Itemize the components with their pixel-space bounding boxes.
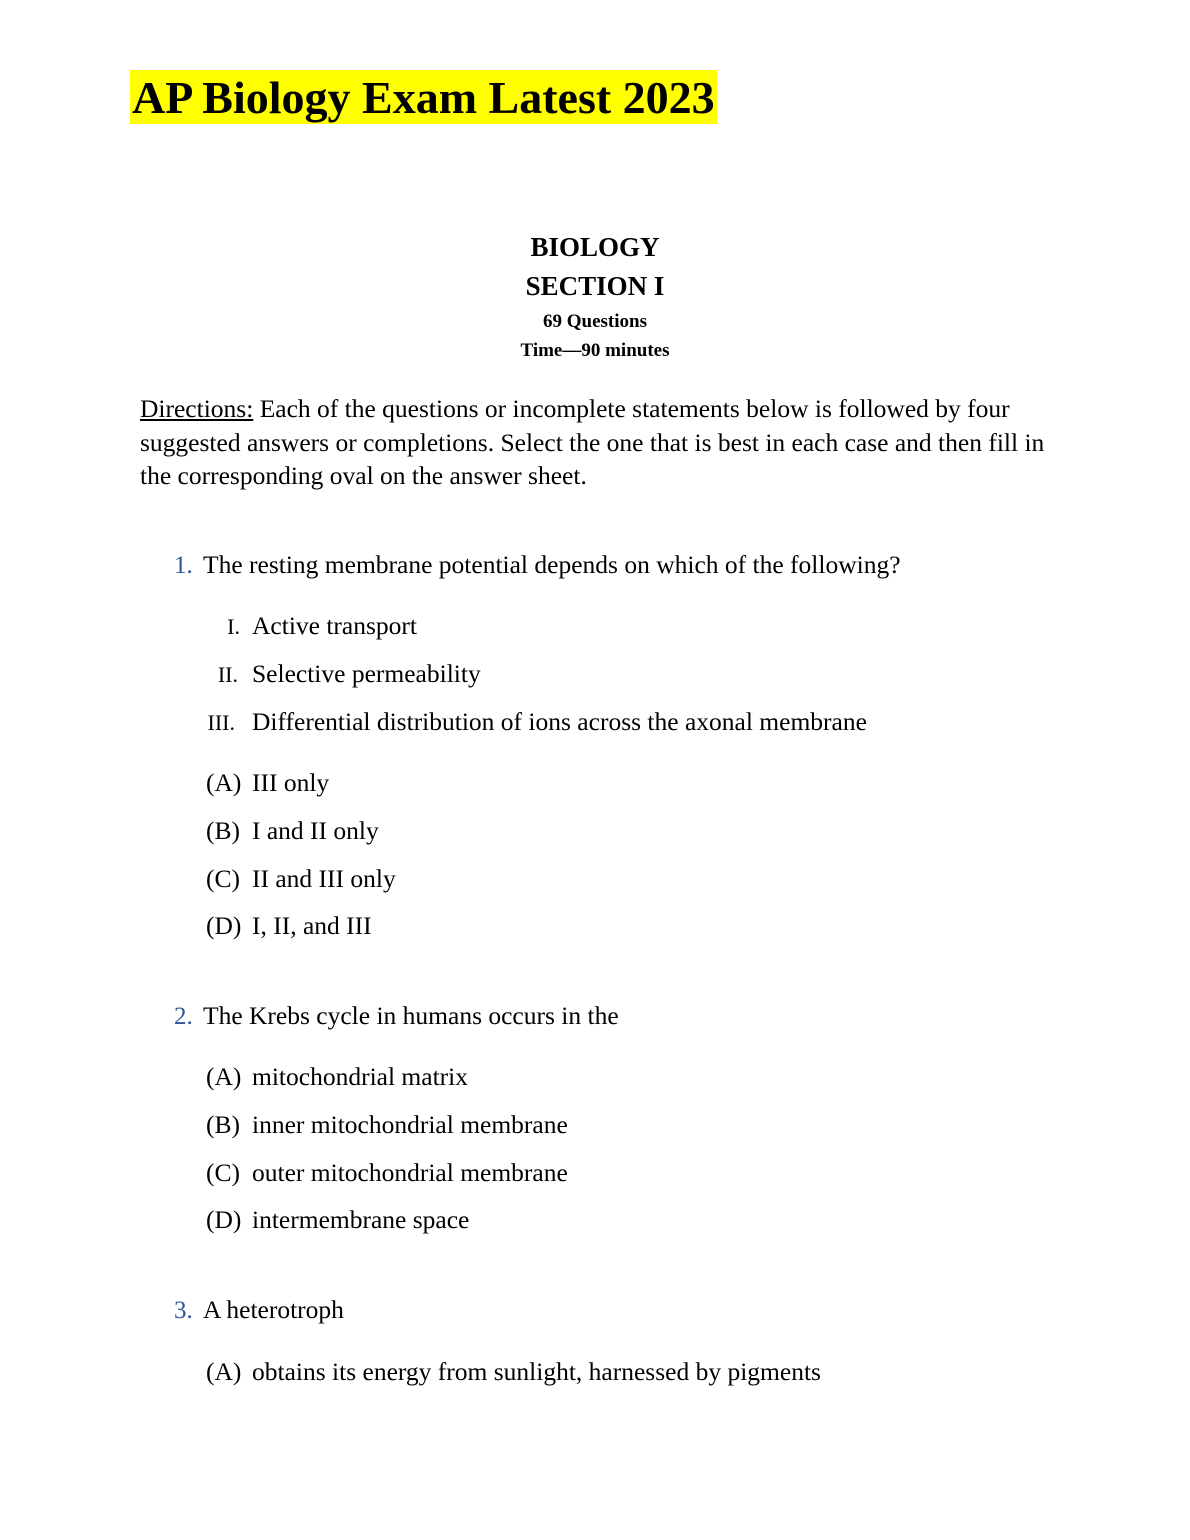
directions-text: Each of the questions or incomplete statements below is followed by four suggested answers or completions. Select the one that is best in each case and then fill in the corresponding oval on the answer sheet. bbox=[140, 394, 1045, 490]
question-text: The Krebs cycle in humans occurs in the bbox=[203, 1001, 619, 1030]
section-heading: SECTION I bbox=[525, 271, 665, 301]
option-text: outer mitochondrial membrane bbox=[252, 1158, 568, 1187]
option-text: intermembrane space bbox=[252, 1205, 470, 1234]
statement-text: Selective permeability bbox=[252, 659, 481, 688]
statement-text: Differential distribution of ions across the axonal membrane bbox=[252, 707, 867, 736]
question-number: 1. bbox=[174, 552, 193, 579]
option-text: obtains its energy from sunlight, harnessed by pigments bbox=[252, 1357, 821, 1386]
option-letter: (D) bbox=[206, 911, 242, 940]
option-letter: (A) bbox=[206, 1357, 242, 1386]
statement-numeral: II. bbox=[217, 662, 238, 687]
option-text: inner mitochondrial membrane bbox=[252, 1110, 568, 1139]
statement-text: Active transport bbox=[252, 611, 417, 640]
option-text: I, II, and III bbox=[252, 911, 372, 940]
option-text: mitochondrial matrix bbox=[252, 1062, 468, 1091]
question-number: 2. bbox=[174, 1003, 193, 1030]
document-title: AP Biology Exam Latest 2023 bbox=[132, 72, 715, 123]
directions-label: Directions: bbox=[140, 394, 254, 423]
question-text: A heterotroph bbox=[203, 1295, 344, 1324]
time-limit: Time—90 minutes bbox=[520, 340, 670, 361]
option-letter: (B) bbox=[206, 816, 240, 845]
option-text: III only bbox=[252, 768, 330, 797]
option-letter: (C) bbox=[206, 864, 240, 893]
option-text: I and II only bbox=[252, 816, 379, 845]
statement-numeral: III. bbox=[207, 710, 235, 735]
subject-heading: BIOLOGY bbox=[530, 232, 660, 262]
option-letter: (C) bbox=[206, 1158, 240, 1187]
option-text: II and III only bbox=[252, 864, 396, 893]
option-letter: (D) bbox=[206, 1205, 242, 1234]
directions-paragraph bbox=[140, 392, 1050, 493]
question-text: The resting membrane potential depends on which of the following? bbox=[203, 550, 901, 579]
question-count: 69 Questions bbox=[543, 311, 647, 332]
option-letter: (B) bbox=[206, 1110, 240, 1139]
question-number: 3. bbox=[174, 1297, 193, 1324]
option-letter: (A) bbox=[206, 768, 242, 797]
statement-numeral: I. bbox=[227, 614, 240, 639]
option-letter: (A) bbox=[206, 1062, 242, 1091]
